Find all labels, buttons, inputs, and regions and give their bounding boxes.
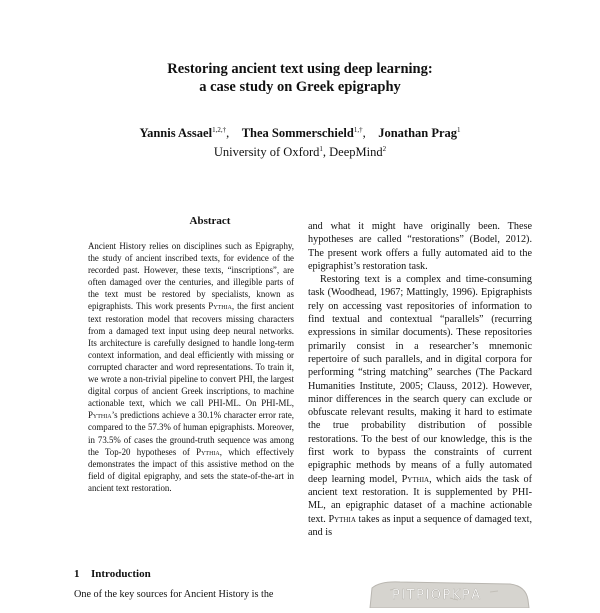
affiliation-line	[0, 141, 600, 160]
author-separator: ,	[362, 126, 366, 141]
paragraph-1: and what it might have originally been. These hypotheses are called “restorations” (Bodel, 2012). The present work offers a fully automated aid to the epigraphist’s restoration task.	[308, 221, 532, 272]
author-sup-3: 1	[457, 126, 461, 134]
affiliation-separator: ,	[322, 145, 327, 160]
abstract-text-4: , which effectively demonstrates the impact of this assistive method on the field of digital epigraphy, and sets the state-of-the-art in ancient text restoration.	[88, 446, 294, 493]
title-line-2: a case study on Greek epigraphy	[199, 79, 401, 95]
affiliation-1: University of Oxford	[213, 145, 320, 160]
paragraph-2-text-2: , which aids the task of ancient text restoration. It is supplemented by PHI-ML, an epigraphic dataset of a machine actionable text.	[308, 473, 532, 525]
right-column-text	[308, 220, 532, 539]
pythia-name: Pythia	[401, 473, 430, 485]
author-sup-2: 1,†	[353, 126, 363, 134]
paragraph-2-text-3: takes as input a sequence of damaged text, and is	[308, 513, 533, 538]
pythia-name: Pythia	[328, 513, 356, 525]
abstract-text-1: Ancient History relies on disciplines such as Epigraphy, the study of ancient inscribed texts, for evidence of the recorded past. However, these texts, “inscriptions”, are often damaged over the centuries, and illegible parts of the text must be restored by specialists, known as epigraphists. This work presents	[88, 241, 294, 312]
author-name-2: Thea Sommerschield	[241, 126, 354, 141]
abstract-heading: Abstract	[189, 215, 231, 227]
pythia-name: Pythia	[208, 301, 232, 312]
paragraph-2	[308, 273, 532, 539]
inscription-figure	[300, 578, 540, 608]
pythia-name: Pythia	[88, 410, 112, 421]
author-list	[0, 122, 600, 141]
author-block	[0, 122, 600, 160]
inscription-letters: ΡΙΤΡΙΟΡΚΡΑ	[392, 588, 482, 603]
intro-first-line: One of the key sources for Ancient History is the	[74, 589, 274, 600]
section-title: Introduction	[91, 568, 151, 580]
author-name-3: Jonathan Prag	[378, 126, 458, 141]
author-separator: ,	[226, 126, 230, 141]
affiliation-1-sup: 1	[319, 145, 323, 154]
section-number: 1	[74, 568, 80, 580]
abstract-text-2: , the first ancient text restoration model that recovers missing characters from a damaged text input using deep neural networks. Its architecture is carefully designed to handle long-term context information, and deal efficiently with missing or corrupted character and word representations. To train it, we wrote a non-trivial pipeline to convert PHI, the largest digital corpus of ancient Greek inscriptions, to machine actionable text, which we call PHI-ML. On PHI-ML,	[88, 301, 295, 409]
author-name-1: Yannis Assael	[139, 126, 213, 141]
title-line-1: Restoring ancient text using deep learning:	[167, 61, 433, 77]
inscription-stone-image	[300, 578, 540, 608]
paper-title	[0, 60, 600, 96]
affiliation-2-sup: 2	[382, 145, 387, 154]
affiliation-2: DeepMind	[329, 145, 383, 160]
paragraph-2-text-1: Restoring text is a complex and time-consuming task (Woodhead, 1967; Mattingly, 1996). Epigraphists rely on accessing vast repositories of information to find textual and contextual “parallels” (recurring expressions in similar documents). These repositories primarily consist in a researcher’s mnemonic repertoire of such parallels, and in digital corpora for performing “string matching” searches (The Packard Humanities Institute, 2005; Clauss, 2012). However, minor differences in the search query can exclude or obfuscate relevant results, making it hard to estimate the true probability distribution of possible restorations. To the best of our knowledge, this is the first work to bypass the constraints of current epigraphic methods by means of a fully automated deep learning model,	[308, 274, 532, 485]
author-sup-1: 1,2,†	[212, 126, 227, 134]
abstract-text-3: ’s predictions achieve a 30.1% character error rate, compared to the 57.3% of human epigraphists. Moreover, in 73.5% of cases the ground-truth sequence was among the Top-20 hypotheses of	[88, 410, 294, 457]
pythia-name: Pythia	[196, 446, 220, 457]
abstract-body	[88, 240, 294, 494]
section-heading	[74, 568, 151, 580]
